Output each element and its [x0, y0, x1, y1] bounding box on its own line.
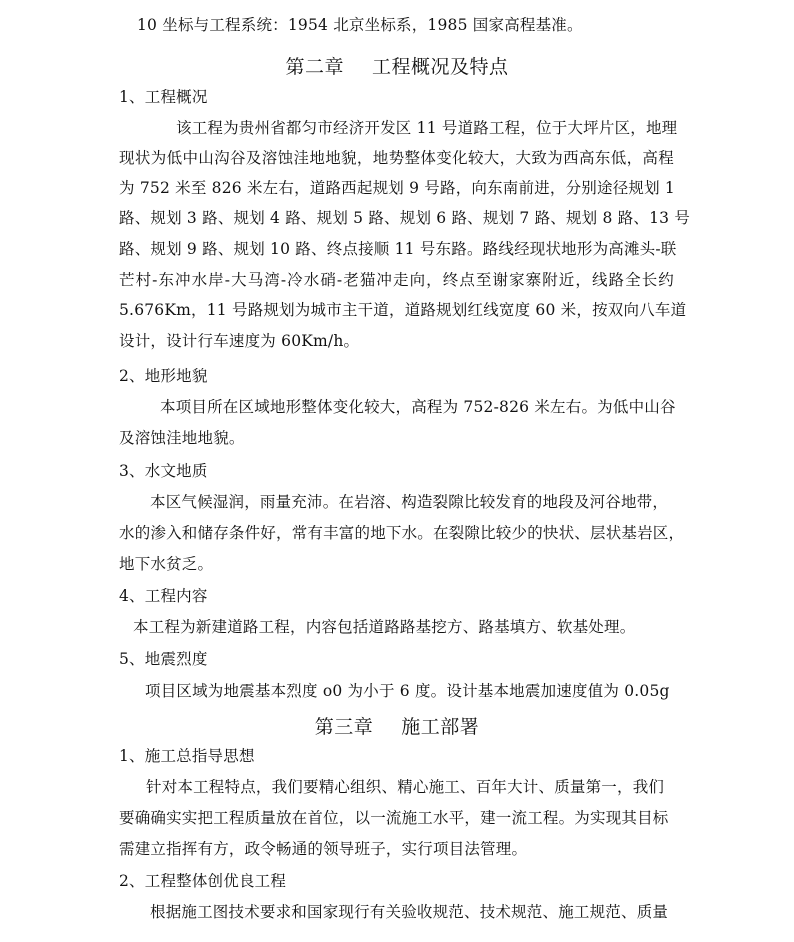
- chapter-number: 第二章: [285, 56, 344, 78]
- paragraph-line: 路、规划 3 路、规划 4 路、规划 5 路、规划 6 路、规划 7 路、规划 8 路、13 号: [119, 209, 691, 227]
- section-heading: 1、施工总指导思想: [119, 747, 255, 765]
- chapter-title: 施工部署: [401, 716, 480, 738]
- paragraph-line: 设计，设计行车速度为 60Km/h。: [119, 332, 360, 350]
- paragraph-line: 针对本工程特点，我们要精心组织、精心施工、百年大计、质量第一，我们: [146, 778, 665, 796]
- paragraph-line: 该工程为贵州省都匀市经济开发区 11 号道路工程，位于大坪片区，地理: [176, 119, 678, 137]
- paragraph-line: 路、规划 9 路、规划 10 路、终点接顺 11 号东路。路线经现状地形为高滩头-联: [119, 240, 677, 258]
- section-heading: 4、工程内容: [119, 587, 208, 605]
- chapter-number: 第三章: [314, 716, 374, 738]
- paragraph-line: 本工程为新建道路工程，内容包括道路路基挖方、路基填方、软基处理。: [133, 618, 636, 636]
- chapter-2-title: [0, 54, 794, 80]
- paragraph-line: 地下水贫乏。: [119, 555, 214, 573]
- section-heading: 3、水文地质: [119, 462, 208, 480]
- chapter-title: 工程概况及特点: [372, 56, 509, 78]
- section-heading: 2、工程整体创优良工程: [119, 872, 287, 890]
- paragraph-line: 为 752 米至 826 米左右，道路西起规划 9 号路，向东南前进，分别途径规划 1: [119, 179, 675, 197]
- section-heading: 2、地形地貌: [119, 367, 208, 385]
- paragraph-line: 及溶蚀洼地地貌。: [119, 429, 245, 447]
- paragraph-line: 水的渗入和储存条件好，常有丰富的地下水。在裂隙比较少的快状、层状基岩区，: [119, 524, 685, 542]
- paragraph-line: 根据施工图技术要求和国家现行有关验收规范、技术规范、施工规范、质量: [150, 903, 669, 921]
- paragraph-line: 本区气候湿润，雨量充沛。在岩溶、构造裂隙比较发育的地段及河谷地带，: [150, 493, 669, 511]
- paragraph-line: 本项目所在区域地形整体变化较大，高程为 752-826 米左右。为低中山谷: [160, 398, 676, 416]
- paragraph-line: 需建立指挥有方，政令畅通的领导班子，实行项目法管理。: [119, 840, 528, 858]
- paragraph-line: 5.676Km，11 号路规划为城市主干道，道路规划红线宽度 60 米，按双向八车道: [119, 301, 687, 319]
- section-heading: 1、工程概况: [119, 88, 208, 106]
- paragraph-line: 芒村-东冲水岸-大马湾-冷水硝-老猫冲走向，终点至谢家寨附近，线路全长约: [119, 271, 674, 289]
- paragraph-line: 现状为低中山沟谷及溶蚀洼地地貌，地势整体变化较大，大致为西高东低，高程: [119, 149, 674, 167]
- coordinate-system-line: 10 坐标与工程系统：1954 北京坐标系，1985 国家高程基准。: [137, 16, 583, 34]
- paragraph-line: 项目区域为地震基本烈度 o0 为小于 6 度。设计基本地震加速度值为 0.05g: [145, 682, 670, 700]
- section-heading: 5、地震烈度: [119, 650, 208, 668]
- chapter-3-title: [0, 714, 794, 740]
- paragraph-line: 要确确实实把工程质量放在首位，以一流施工水平，建一流工程。为实现其目标: [119, 809, 669, 827]
